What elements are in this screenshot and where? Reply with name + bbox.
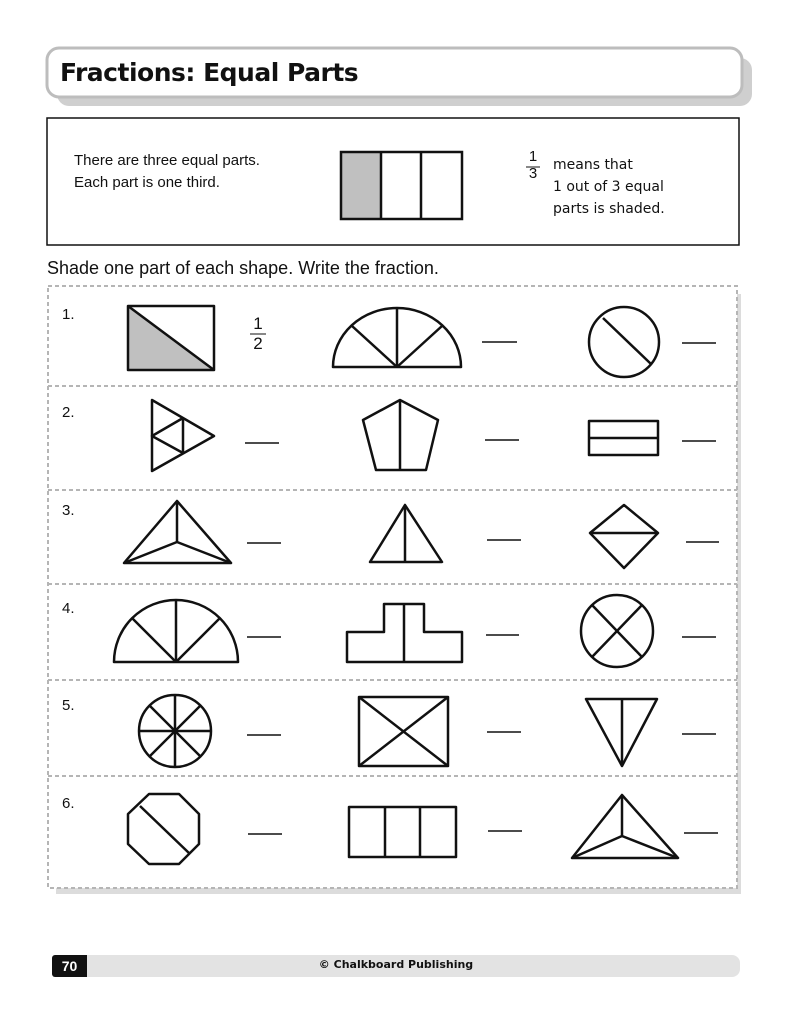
example-description [74,150,260,194]
row-number: 4. [62,600,75,617]
explanation-line: 1 out of 3 equal [553,179,664,195]
example-text-line: There are three equal parts. [74,152,260,169]
row-number: 3. [62,502,75,519]
example-text-line: Each part is one third. [74,174,220,191]
explanation-line: parts is shaded. [553,201,665,217]
fraction-numerator: 1 [528,148,538,165]
explanation-line: means that [553,157,633,173]
page-title: Fractions: Equal Parts [60,58,359,87]
circle-eighths-shape[interactable] [139,695,211,767]
fraction-numerator: 1 [253,314,263,333]
row-number: 5. [62,697,75,714]
example-explanation [553,154,665,220]
fraction-denominator: 2 [253,334,263,353]
fraction-denominator: 3 [528,165,538,182]
instructions: Shade one part of each shape. Write the fraction. [47,258,439,278]
row-number: 1. [62,306,75,323]
row-number: 2. [62,404,75,421]
page-number: 70 [52,955,87,977]
sample-answer-fraction [250,314,266,354]
row-number: 6. [62,795,75,812]
copyright: © Chalkboard Publishing [318,958,474,971]
example-fraction [526,148,540,182]
